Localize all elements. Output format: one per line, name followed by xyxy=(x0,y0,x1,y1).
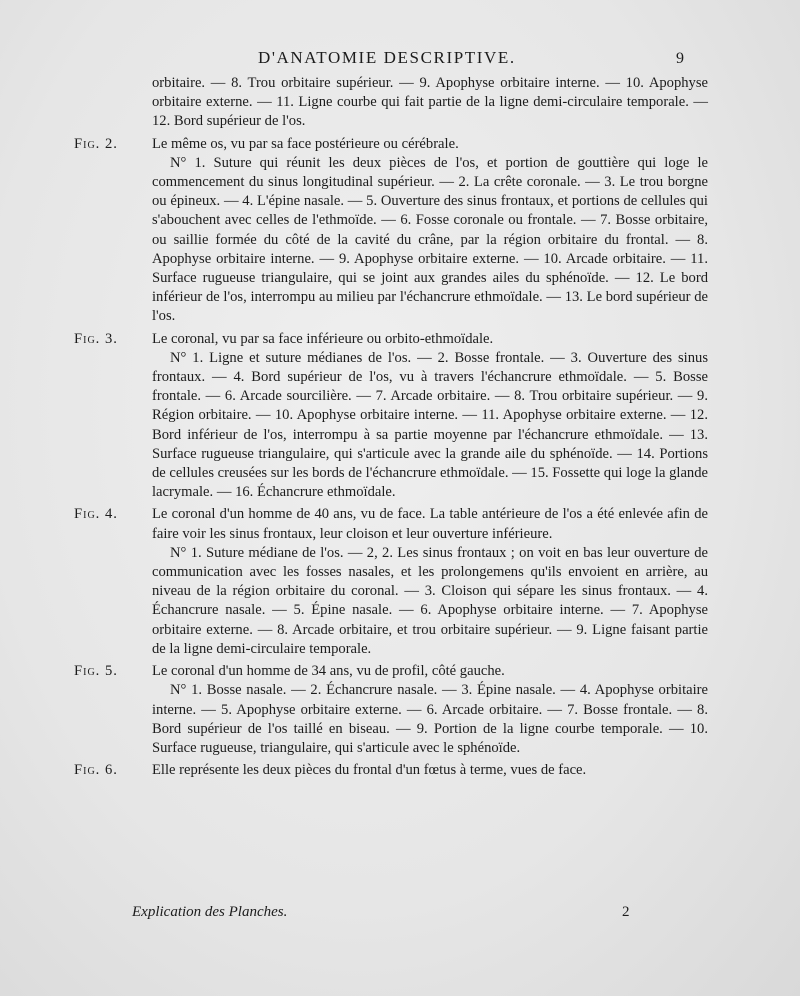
figure-entry-4 xyxy=(68,505,708,659)
figure-label: Fig. 6. xyxy=(74,762,118,779)
figure-legend: N° 1. Bosse nasale. — 2. Échancrure nasale. — 3. Épine nasale. — 4. Apophyse orbitaire interne. — 5. Apophyse orbitaire externe. — 6. Arcade orbitaire. — 7. Bosse frontale. — 8. Bord supérieur de l'os taillé en biseau. — 9. Portion de la ligne courbe temporale. — 10. Surface rugueuse, triangulaire, qui s'articule avec le sphénoïde. xyxy=(152,682,708,756)
page-body xyxy=(68,74,708,780)
page-header xyxy=(0,48,800,70)
figure-legend: N° 1. Suture qui réunit les deux pièces de l'os, et portion de gouttière qui loge le commencement du sinus longitudinal supérieur. — 2. La crête coronale. — 3. Le trou borgne ou épineux. — 4. L'épine nasale. — 5. Ouverture des sinus frontaux, et portions de cellules qui s'abouchent avec celles de l'ethmoïde. — 6. Fosse coronale ou frontale. — 7. Bosse orbitaire, ou saillie formée du côté de la cavité du crâne, par la région orbitaire du frontal. — 8. Apophyse orbitaire interne. — 9. Apophyse orbitaire externe. — 10. Arcade orbitaire. — 11. Surface rugueuse triangulaire, qui se joint aux grandes ailes du sphénoïde. — 12. Le bord inférieur de l'os, interrompu au milieu par l'échancrure ethmoïdale. — 13. Le bord supérieur de l'os. xyxy=(152,154,708,325)
figure-entry-2 xyxy=(68,135,708,327)
figure-label: Fig. 3. xyxy=(74,330,118,347)
figure-entry-6 xyxy=(68,761,708,780)
figure-label: Fig. 4. xyxy=(74,506,118,523)
signature-mark: 2 xyxy=(622,904,630,920)
figure-title: Le coronal, vu par sa face inférieure ou orbito-ethmoïdale. xyxy=(152,330,494,347)
continued-text: orbitaire. — 8. Trou orbitaire supérieur. — 9. Apophyse orbitaire interne. — 10. Apophyse orbitaire externe. — 11. Ligne courbe qui fait partie de la ligne demi-circulaire temporale. — 12. Bord supérieur de l'os. xyxy=(152,75,708,130)
running-title: D'ANATOMIE DESCRIPTIVE. xyxy=(258,48,516,67)
continued-paragraph xyxy=(152,74,708,132)
figure-entry-3 xyxy=(68,330,708,503)
figure-legend: N° 1. Ligne et suture médianes de l'os. — 2. Bosse frontale. — 3. Ouverture des sinus frontaux. — 4. Bord supérieur de l'os, vu à travers l'échancrure ethmoïdale. — 5. Bosse frontale. — 6. Arcade sourcilière. — 7. Arcade orbitaire. — 8. Trou orbitaire supérieur. — 9. Région orbitaire. — 10. Apophyse orbitaire interne. — 11. Apophyse orbitaire externe. — 12. Bord inférieur de l'os, interrompu à sa partie moyenne par l'échancrure ethmoïdale. — 13. Surface rugueuse triangulaire, qui s'articule avec la grande aile du sphénoïde. — 14. Portions de cellules creusées sur les bords de l'échancrure ethmoïdale. — 15. Fossette qui loge la glande lacrymale. — 16. Échancrure ethmoïdale. xyxy=(152,349,708,501)
figure-label: Fig. 2. xyxy=(74,135,118,152)
footer-title: Explication des Planches. xyxy=(132,904,288,920)
page-number: 9 xyxy=(676,50,684,67)
figure-title: Le coronal d'un homme de 34 ans, vu de profil, côté gauche. xyxy=(152,663,505,680)
figure-title: Le même os, vu par sa face postérieure ou cérébrale. xyxy=(152,135,459,152)
figure-label: Fig. 5. xyxy=(74,663,118,680)
figure-title: Elle représente les deux pièces du frontal d'un fœtus à terme, vues de face. xyxy=(152,762,587,779)
figure-title: Le coronal d'un homme de 40 ans, vu de face. La table antérieure de l'os a été enlevée afin de faire voir les sinus frontaux, leur cloison et leur ouverture inférieure. xyxy=(152,506,708,542)
figure-legend: N° 1. Suture médiane de l'os. — 2, 2. Les sinus frontaux ; on voit en bas leur ouverture de communication avec les fosses nasales, et les prolongemens qu'ils envoient en arrière, au niveau de la région orbitaire du coronal. — 3. Cloison qui sépare les sinus frontaux. — 4. Échancrure nasale. — 5. Épine nasale. — 6. Apophyse orbitaire interne. — 7. Apophyse orbitaire externe. — 8. Arcade orbitaire, et trou orbitaire supérieur. — 9. Ligne faisant partie de la ligne demi-circulaire temporale. xyxy=(152,544,708,657)
page-footer xyxy=(0,904,800,926)
figure-entry-5 xyxy=(68,662,708,758)
